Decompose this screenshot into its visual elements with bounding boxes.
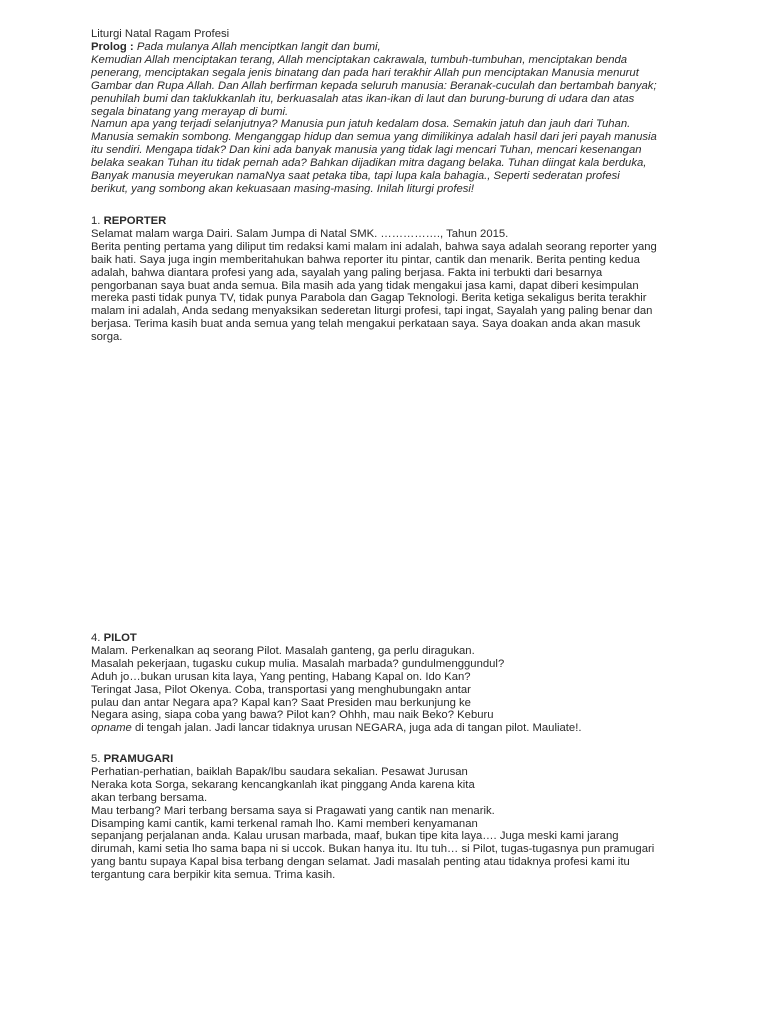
reporter-line: Selamat malam warga Dairi. Salam Jumpa di Natal SMK. ……………., Tahun 2015.	[91, 227, 509, 240]
section-title: PILOT	[103, 632, 137, 644]
pilot-line: pulau dan antar Negara apa? Kapal kan? Saat Presiden mau berkunjung ke	[91, 696, 471, 709]
section-number: 5.	[91, 753, 101, 765]
reporter-line: baik hati. Saya juga ingin memberitahukan bahwa reporter itu pintar, cantik dan menarik. Berita penting kedua	[91, 253, 640, 266]
pilot-line: Negara asing, siapa coba yang bawa? Pilot kan? Ohhh, mau naik Beko? Keburu	[91, 709, 494, 722]
pramugari-line: yang bantu supaya Kapal bisa terbang dengan selamat. Jadi masalah penting atau tidaknya profesi kami itu	[91, 856, 630, 869]
section-title: REPORTER	[103, 215, 167, 227]
prolog-line: Namun apa yang terjadi selanjutnya? Manusia pun jatuh kedalam dosa. Semakin jatuh dan jauh dari Tuhan.	[91, 118, 631, 131]
prolog-line: Banyak manusia meyerukan namaNya saat petaka tiba, tapi lupa kala bahagia., Seperti sederatan profesi	[91, 170, 620, 183]
pramugari-line: sepanjang perjalanan anda. Kalau urusan marbada, maaf, bukan tipe kita laya…. Juga meski kami jarang	[91, 830, 619, 843]
prolog-line: berikut, yang sombong akan kekuasaan masing-masing. Inilah liturgi profesi!	[91, 182, 475, 195]
prolog-line: segala binatang yang merayap di bumi.	[91, 105, 289, 118]
section-heading	[91, 632, 731, 645]
pilot-line: Aduh jo…bukan urusan kita laya, Yang penting, Habang Kapal on. Ido Kan?	[91, 670, 471, 683]
pilot-line: Teringat Jasa, Pilot Okenya. Coba, transportasi yang menghubungakn antar	[91, 683, 471, 696]
pilot-last-line	[91, 722, 731, 735]
prolog-section	[91, 41, 731, 196]
pilot-line: Masalah pekerjaan, tugasku cukup mulia. Masalah marbada? gundulmenggundul?	[91, 657, 505, 670]
prolog-line: itu sendiri. Mengapa tidak? Dan kini ada banyak manusia yang tidak lagi mencari Tuhan, mencari kesenangan	[91, 144, 642, 157]
section-heading	[91, 215, 731, 228]
prolog-line: penuhilah bumi dan taklukkanlah itu, berkuasalah atas ikan-ikan di laut dan burung-burung di udara dan atas	[91, 92, 635, 105]
section-pramugari	[91, 753, 731, 882]
document-title	[91, 28, 731, 41]
reporter-line: berjasa. Terima kasih buat anda semua yang telah mengakui perkataan saya. Saya doakan anda akan masuk	[91, 318, 641, 331]
prolog-line: Manusia semakin sombong. Menganggap hidup dan semua yang dimilikinya adalah hasil dari jeri payah manusia	[91, 131, 657, 144]
pilot-line-rest: di tengah jalan. Jadi lancar tidaknya urusan NEGARA, juga ada di tangan pilot. Mauliate!.	[131, 722, 582, 735]
reporter-line: sorga.	[91, 331, 123, 344]
reporter-line: Berita penting pertama yang diliput tim redaksi kami malam ini adalah, bahwa saya adalah seorang reporter yang	[91, 240, 657, 253]
section-number: 4.	[91, 632, 101, 644]
pramugari-line: akan terbang bersama.	[91, 791, 208, 804]
pramugari-line: dirumah, kami setia lho sama bapa ni si uccok. Bukan hanya itu. Itu tuh… si Pilot, tugas-tugasnya pun pramugari	[91, 843, 655, 856]
pramugari-line: Disamping kami cantik, kami terkenal ramah lho. Kami memberi kenyamanan	[91, 817, 478, 830]
prolog-first-line	[91, 41, 731, 54]
reporter-line: mereka pasti tidak punya TV, tidak punya Parabola dan Gagap Teknologi. Berita ketiga sekaligus berita terakhir	[91, 292, 647, 305]
section-number: 1.	[91, 215, 101, 227]
prolog-line: penerang, menciptakan segala jenis binatang dan pada hari terakhir Allah pun menciptakan Manusia menurut	[91, 66, 639, 79]
pramugari-line: tergantung cara berpikir kita semua. Trima kasih.	[91, 869, 336, 882]
pilot-italic-word: opname	[91, 722, 132, 735]
reporter-line: pengorbanan saya buat anda semua. Bila masih ada yang tidak mengakui jasa kami, dapat diberi kesimpulan	[91, 279, 639, 292]
pramugari-line: Neraka kota Sorga, sekarang kencangkanlah ikat pinggang Anda karena kita	[91, 778, 475, 791]
pilot-line: Malam. Perkenalkan aq seorang Pilot. Masalah ganteng, ga perlu diragukan.	[91, 644, 475, 657]
reporter-line: malam ini adalah, Anda sedang menyaksikan sederetan liturgi profesi, tapi ingat, Sayalah yang paling benar dan	[91, 305, 653, 318]
section-reporter	[91, 215, 731, 344]
section-heading	[91, 753, 731, 766]
prolog-line: Gambar dan Rupa Allah. Dan Allah berfirman kepada seluruh manusia: Beranak-cuculah dan bertambah banyak;	[91, 79, 657, 92]
prolog-line: Kemudian Allah menciptakan terang, Allah menciptakan cakrawala, tumbuh-tumbuhan, menciptakan benda	[91, 53, 628, 66]
pramugari-line: Mau terbang? Mari terbang bersama saya si Pragawati yang cantik nan menarik.	[91, 804, 495, 817]
section-pilot	[91, 632, 731, 735]
pramugari-line: Perhatian-perhatian, baiklah Bapak/Ibu saudara sekalian. Pesawat Jurusan	[91, 765, 468, 778]
reporter-line: adalah, bahwa diantara profesi yang ada, sayalah yang paling berjasa. Fakta ini terbukti dari besarnya	[91, 266, 603, 279]
title-text: Liturgi Natal Ragam Profesi	[91, 28, 230, 40]
prolog-line: belaka seakan Tuhan itu tidak pernah ada? Bahkan dijadikan mitra dagang belaka. Tuhan diingat kala berduka,	[91, 157, 647, 170]
prolog-line: Pada mulanya Allah menciptkan langit dan bumi,	[136, 41, 381, 53]
section-title: PRAMUGARI	[103, 753, 174, 765]
prolog-label: Prolog :	[91, 41, 134, 53]
